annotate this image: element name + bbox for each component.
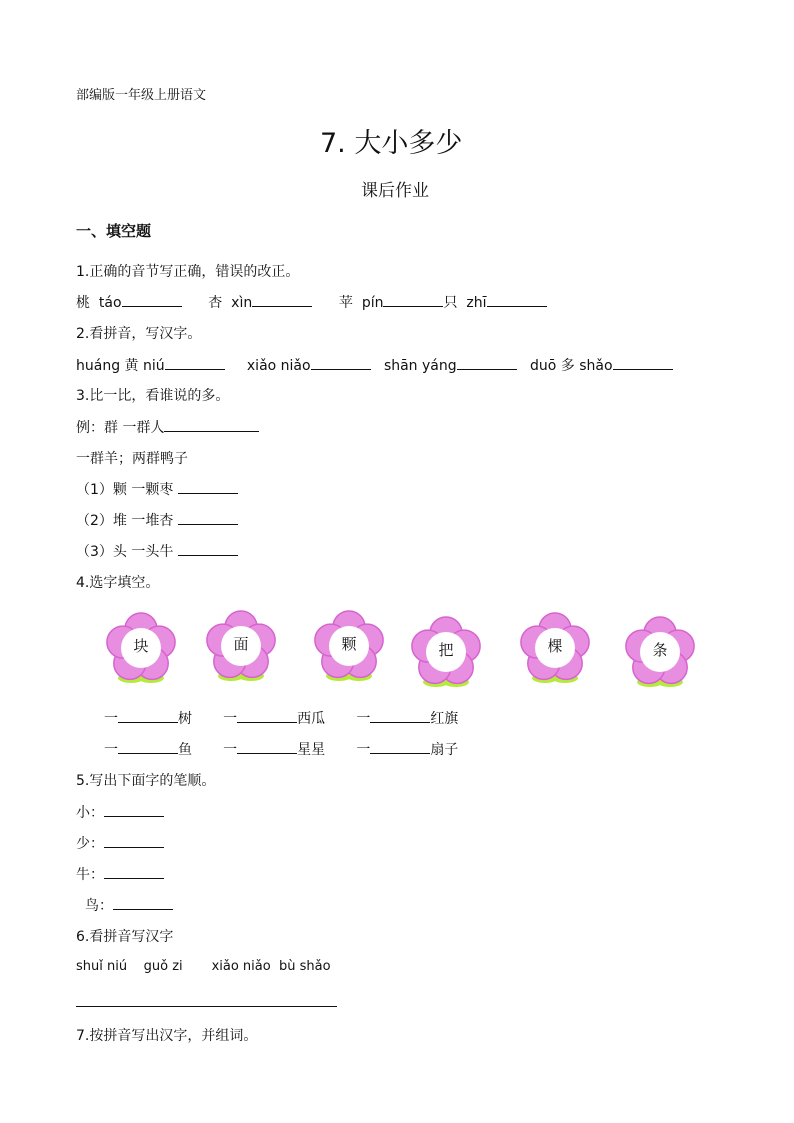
q4-row2 bbox=[104, 739, 458, 759]
q5-char: 鸟： bbox=[85, 898, 113, 914]
q3-item bbox=[76, 479, 238, 499]
q1-pinyin: pín bbox=[361, 295, 384, 311]
answer-blank[interactable] bbox=[252, 294, 312, 307]
q6-pinyin: bù shǎo bbox=[278, 959, 331, 974]
flower-char: 面 bbox=[233, 635, 249, 653]
flower-char: 块 bbox=[133, 637, 149, 655]
q5-item bbox=[76, 802, 164, 822]
q1-char: 苹 bbox=[338, 295, 353, 311]
q6-prompt: 6.看拼音写汉字 bbox=[76, 929, 174, 945]
answer-blank[interactable] bbox=[104, 866, 164, 879]
flower-option bbox=[308, 608, 390, 688]
flower-option bbox=[619, 614, 701, 694]
q5-prompt: 5.写出下面字的笔顺。 bbox=[76, 773, 216, 789]
q6-pinyin: shuǐ niú bbox=[76, 959, 128, 974]
answer-blank[interactable] bbox=[118, 710, 178, 723]
answer-blank[interactable] bbox=[383, 294, 443, 307]
q6-answer-line[interactable] bbox=[76, 994, 337, 1007]
q1-char: 只 bbox=[443, 295, 458, 311]
flower-char: 棵 bbox=[547, 637, 563, 655]
section-title: 一、填空题 bbox=[76, 222, 152, 240]
q6-pinyin: guǒ zi bbox=[143, 959, 183, 974]
answer-blank[interactable] bbox=[104, 835, 164, 848]
answer-blank[interactable] bbox=[178, 512, 238, 525]
answer-blank[interactable] bbox=[178, 481, 238, 494]
measure-prefix: 一 bbox=[356, 742, 371, 758]
answer-blank[interactable] bbox=[165, 357, 225, 370]
q3-example2: 一群羊；两群鸭子 bbox=[76, 451, 188, 467]
q1-char: 杏 bbox=[208, 295, 223, 311]
measure-prefix: 一 bbox=[356, 711, 371, 727]
q5-item bbox=[76, 864, 164, 884]
answer-blank[interactable] bbox=[237, 741, 297, 754]
page-subtitle: 课后作业 bbox=[361, 181, 429, 201]
flower-option bbox=[405, 614, 487, 694]
answer-blank[interactable] bbox=[104, 804, 164, 817]
q2-prompt: 2.看拼音，写汉字。 bbox=[76, 326, 202, 342]
page-title: 7. 大小多少 bbox=[320, 128, 463, 159]
measure-prefix: 一 bbox=[104, 742, 118, 758]
q5-char: 小： bbox=[76, 805, 104, 821]
answer-blank[interactable] bbox=[178, 543, 238, 556]
q3-item-text: （1）颗 一颗枣 bbox=[76, 482, 174, 498]
q3-item-text: （3）头 一头牛 bbox=[76, 544, 174, 560]
answer-blank[interactable] bbox=[122, 294, 182, 307]
q2-pinyin: huáng 黄 niú bbox=[76, 358, 165, 374]
q1-pinyin: táo bbox=[98, 295, 122, 311]
q2-pinyin: xiǎo niǎo bbox=[246, 358, 311, 374]
q2-row bbox=[76, 355, 673, 375]
q1-pinyin: xìn bbox=[231, 295, 253, 311]
q1-prompt: 1.正确的音节写正确，错误的改正。 bbox=[76, 264, 300, 280]
answer-blank[interactable] bbox=[613, 357, 673, 370]
q3-item bbox=[76, 541, 238, 561]
q3-example-text: 例：群 一群人 bbox=[76, 420, 165, 436]
noun: 星星 bbox=[297, 742, 326, 758]
flower-option bbox=[100, 610, 182, 690]
q4-row1 bbox=[104, 708, 458, 728]
noun: 西瓜 bbox=[297, 711, 326, 727]
q6-pinyin: xiǎo niǎo bbox=[211, 959, 271, 974]
q5-char: 牛： bbox=[76, 867, 104, 883]
noun: 扇子 bbox=[430, 742, 459, 758]
noun: 鱼 bbox=[178, 742, 192, 758]
answer-blank[interactable] bbox=[487, 294, 547, 307]
q5-item bbox=[85, 895, 173, 915]
q6-pinyin-row bbox=[76, 959, 331, 974]
flower-char: 条 bbox=[652, 641, 668, 659]
q1-row bbox=[76, 292, 547, 312]
flower-char: 颗 bbox=[341, 635, 357, 653]
grade-label: 部编版一年级上册语文 bbox=[76, 88, 207, 103]
flower-char: 把 bbox=[438, 641, 454, 659]
measure-prefix: 一 bbox=[223, 742, 238, 758]
answer-blank[interactable] bbox=[118, 741, 178, 754]
flower-option bbox=[514, 610, 596, 690]
q5-char: 少： bbox=[76, 836, 104, 852]
measure-prefix: 一 bbox=[223, 711, 238, 727]
q3-prompt: 3.比一比，看谁说的多。 bbox=[76, 388, 230, 404]
noun: 红旗 bbox=[430, 711, 459, 727]
q2-pinyin: duō 多 shǎo bbox=[530, 358, 613, 374]
answer-blank[interactable] bbox=[457, 357, 517, 370]
q1-char: 桃 bbox=[76, 295, 90, 311]
q2-pinyin: shān yáng bbox=[383, 358, 457, 374]
q3-example bbox=[76, 417, 259, 437]
flower-option bbox=[200, 608, 282, 688]
q3-item-text: （2）堆 一堆杏 bbox=[76, 513, 174, 529]
answer-blank[interactable] bbox=[113, 897, 173, 910]
answer-blank[interactable] bbox=[164, 419, 259, 432]
q5-item bbox=[76, 833, 164, 853]
answer-blank[interactable] bbox=[237, 710, 297, 723]
q7-prompt: 7.按拼音写出汉字，并组词。 bbox=[76, 1028, 258, 1044]
answer-blank[interactable] bbox=[370, 710, 430, 723]
q3-item bbox=[76, 510, 238, 530]
measure-prefix: 一 bbox=[104, 711, 118, 727]
q1-pinyin: zhī bbox=[466, 295, 487, 311]
q4-prompt: 4.选字填空。 bbox=[76, 575, 160, 591]
answer-blank[interactable] bbox=[370, 741, 430, 754]
answer-blank[interactable] bbox=[311, 357, 371, 370]
noun: 树 bbox=[178, 711, 192, 727]
